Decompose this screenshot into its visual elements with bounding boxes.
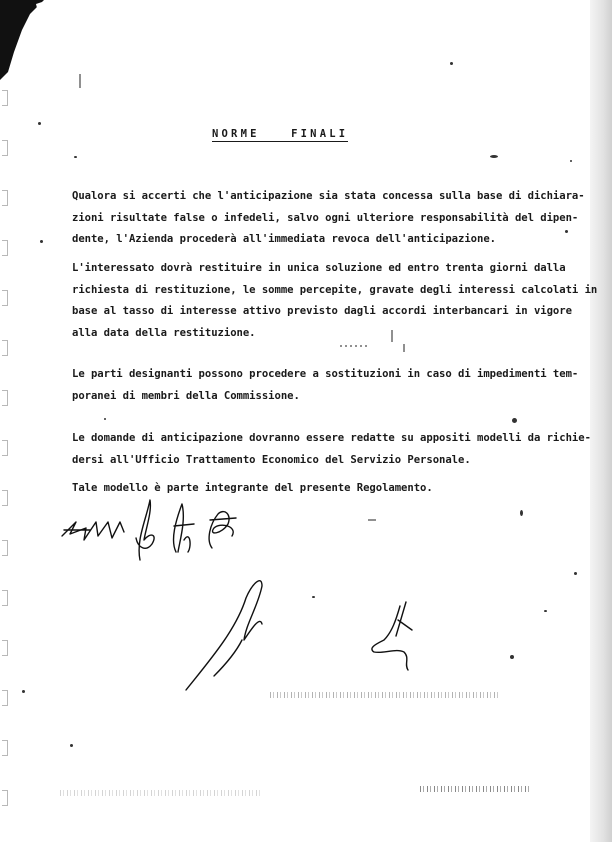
text-line: zioni risultate false o infedeli, salvo ogni ulteriore responsabilità del dipen- [72, 211, 579, 224]
scan-speck [512, 418, 517, 423]
scan-speck [70, 744, 73, 747]
section-heading: NORME FINALI [212, 128, 349, 140]
scan-speck [40, 240, 43, 243]
scan-speck [565, 230, 568, 233]
text-line: L'interessato dovrà restituire in unica soluzione ed entro trenta giorni dalla [72, 262, 566, 274]
handwritten-signature [62, 522, 124, 540]
scan-speck [510, 655, 514, 659]
handwritten-signature [209, 512, 236, 548]
handwritten-signature [136, 500, 154, 560]
scan-speck [74, 156, 77, 158]
text-line: Tale modello è parte integrante del presente Regolamento. [72, 482, 433, 494]
text-line: base al tasso di interesse attivo previsto dagli accordi interbancari in vigore [72, 305, 572, 318]
scan-speck [104, 418, 106, 420]
handwritten-signature [174, 504, 194, 552]
scan-speck [38, 122, 41, 125]
text-line: richiesta di restituzione, le somme percepite, gravate degli interessi calcolati in [72, 283, 598, 296]
text-line: Le domande di anticipazione dovranno essere redatte su appositi modelli da richie- [72, 432, 591, 444]
scan-speck [312, 596, 315, 598]
scan-speck [544, 610, 547, 612]
text-line: Le parti designanti possono procedere a sostituzioni in caso di impedimenti tem- [72, 368, 579, 380]
text-line: alla data della restituzione. [72, 327, 256, 340]
text-line: Qualora si accerti che l'anticipazione sia stata concessa sulla base di dichiara- [72, 190, 585, 202]
text-line: dersi all'Ufficio Trattamento Economico del Servizio Personale. [72, 453, 471, 466]
scan-noise [270, 692, 500, 698]
scan-noise [420, 786, 530, 792]
handwritten-signature [186, 581, 262, 690]
scan-speck [490, 155, 498, 158]
scan-speck [574, 572, 577, 575]
scan-speck [22, 690, 25, 693]
scan-speck [450, 62, 453, 65]
text-line: poranei di membri della Commissione. [72, 389, 300, 402]
scan-speck [570, 160, 572, 162]
text-line: dente, l'Azienda procederà all'immediata revoca dell'anticipazione. [72, 233, 496, 246]
scan-speck [520, 510, 523, 516]
scan-noise [60, 790, 260, 796]
handwritten-signature [372, 602, 412, 670]
